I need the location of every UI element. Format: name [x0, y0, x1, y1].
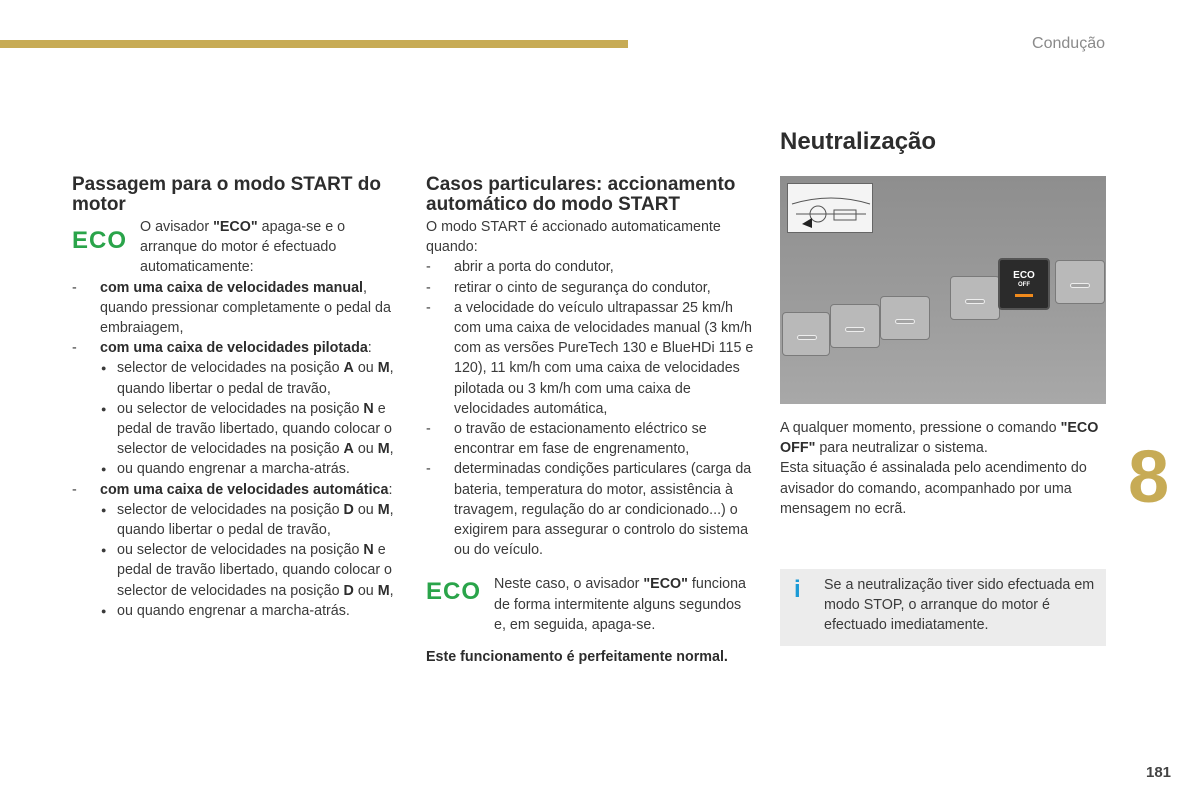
text-fragment: N — [363, 400, 374, 417]
text-fragment: , quando libertar o pedal de travão, — [117, 360, 394, 397]
panel-key — [1055, 260, 1105, 304]
bullet-item — [100, 358, 402, 398]
text-fragment: : — [388, 481, 393, 498]
text-fragment: M — [377, 501, 390, 518]
text-fragment: selector de velocidades na posição — [117, 501, 344, 518]
eco-off-button-photo — [780, 176, 1106, 404]
text-fragment: : — [367, 340, 372, 357]
eco-icon: ECO — [72, 227, 128, 254]
list-item-manual — [72, 278, 402, 339]
list-item-automatic — [72, 480, 402, 500]
text-fragment: ou — [353, 441, 378, 458]
heading-special-cases: Casos particulares: accionamento automático do modo START — [426, 174, 736, 215]
eco-description — [140, 217, 402, 278]
text-fragment: O avisador — [140, 219, 214, 235]
bullet-item — [100, 399, 402, 460]
text-fragment: D — [343, 501, 354, 518]
text-fragment: M — [377, 582, 390, 599]
list-item: - retirar o cinto de segurança do condutor, — [426, 278, 756, 298]
switch-panel — [780, 246, 1106, 404]
text-fragment: M — [377, 441, 390, 458]
text-fragment: A — [343, 441, 354, 458]
eco-icon: ECO — [426, 578, 482, 606]
list-item: - abrir a porta do condutor, — [426, 257, 756, 277]
panel-key — [782, 312, 830, 356]
dashboard-location-inset — [787, 183, 873, 233]
eco-off-led — [1015, 294, 1033, 297]
text-fragment: com uma caixa de velocidades manual — [100, 279, 364, 296]
header-accent-bar — [0, 40, 628, 48]
section-title: Condução — [1032, 35, 1105, 52]
bullet-item: ● ou quando engrenar a marcha-atrás. — [100, 459, 402, 479]
text-fragment: ou — [353, 360, 378, 377]
text-fragment: com uma caixa de velocidades pilotada — [100, 340, 368, 357]
neutralization-text — [780, 418, 1110, 458]
list-item: - a velocidade do veículo ultrapassar 25 km/h com uma caixa de velocidades manual (3 km/h com as versões PureTech 130 e BlueHDi 115 e 120), 11 km/h com uma caixa de velocidades pilotada ou 3 km/h com uma caixa de velocidades automática, — [426, 298, 756, 419]
bullet-item — [100, 540, 402, 601]
eco-off-button-label: ECO — [1013, 270, 1035, 281]
panel-key — [880, 296, 930, 340]
page-number: 181 — [1146, 764, 1172, 781]
eco-off-button — [998, 258, 1050, 310]
text-fragment: A qualquer momento, pressione o comando — [780, 420, 1061, 436]
info-icon: i — [794, 576, 801, 604]
column-start-mode — [72, 175, 402, 621]
text-fragment: com uma caixa de velocidades automática — [100, 481, 389, 498]
intro-text: O modo START é accionado automaticamente quando: — [426, 219, 721, 256]
text-fragment: M — [377, 360, 390, 377]
eco-blink-block — [426, 574, 756, 635]
normal-operation-note: Este funcionamento é perfeitamente normal. — [426, 649, 728, 666]
list-item: - determinadas condições particulares (carga da bateria, temperatura do motor, assistência à travagem, regulação do ar condicionado...) o exigirem para assegurar o controlo do sistema ou do veículo. — [426, 459, 756, 560]
text-fragment: para neutralizar o sistema. — [815, 440, 988, 457]
text-fragment: ou selector de velocidades na posição — [117, 400, 364, 417]
text-fragment: , — [389, 582, 394, 599]
text-fragment: Neste caso, o avisador — [494, 576, 644, 593]
chapter-number: 8 — [1128, 435, 1170, 518]
text-fragment: "ECO" — [643, 576, 688, 593]
panel-key — [950, 276, 1000, 320]
info-box — [780, 569, 1106, 646]
bullet-item: ● ou quando engrenar a marcha-atrás. — [100, 601, 402, 621]
column-neutralization — [780, 128, 1110, 646]
panel-key — [830, 304, 880, 348]
text-fragment: ou selector de velocidades na posição — [117, 542, 364, 559]
text-fragment: selector de velocidades na posição — [117, 360, 344, 377]
text-fragment: D — [343, 582, 354, 599]
text-fragment: ou — [353, 501, 378, 518]
info-text: Se a neutralização tiver sido efectuada em modo STOP, o arranque do motor é efectuado imediatamente. — [824, 577, 1095, 634]
text-fragment: , quando libertar o pedal de travão, — [117, 501, 394, 539]
list-item: - o travão de estacionamento eléctrico se encontrar em fase de engrenamento, — [426, 419, 756, 459]
text-fragment: funciona de forma intermitente alguns segundos e, em seguida, apaga-se. — [494, 576, 746, 633]
eco-warning-block — [72, 217, 402, 278]
text-fragment: , — [389, 441, 394, 458]
text-fragment: apaga-se e o arranque do motor é efectuado automaticamente: — [140, 219, 346, 276]
text-fragment: "ECO" — [213, 219, 258, 235]
bullet-item — [100, 500, 402, 540]
text-fragment: N — [363, 542, 374, 559]
list-item-piloted — [72, 338, 402, 358]
text-fragment: A — [343, 360, 354, 377]
text-fragment: ou — [353, 582, 378, 599]
column-special-cases — [426, 175, 756, 667]
eco-blink-description — [494, 574, 756, 635]
text-fragment: "ECO OFF" — [780, 420, 1099, 457]
neutralization-text-2: Esta situação é assinalada pelo acendimento do avisador do comando, acompanhado por uma mensagem no ecrã. — [780, 460, 1087, 517]
text-fragment: e pedal de travão libertado, quando colocar o selector de velocidades na posição — [117, 400, 393, 458]
text-fragment: e pedal de travão libertado, quando colocar o selector de velocidades na posição — [117, 542, 393, 599]
heading-start-mode: Passagem para o modo START do motor — [72, 174, 381, 215]
heading-neutralization: Neutralização — [780, 128, 937, 155]
eco-off-button-sublabel: OFF — [1018, 282, 1030, 288]
text-fragment: , quando pressionar completamente o pedal da embraiagem, — [100, 279, 391, 337]
dashboard-sketch-icon — [788, 184, 874, 234]
